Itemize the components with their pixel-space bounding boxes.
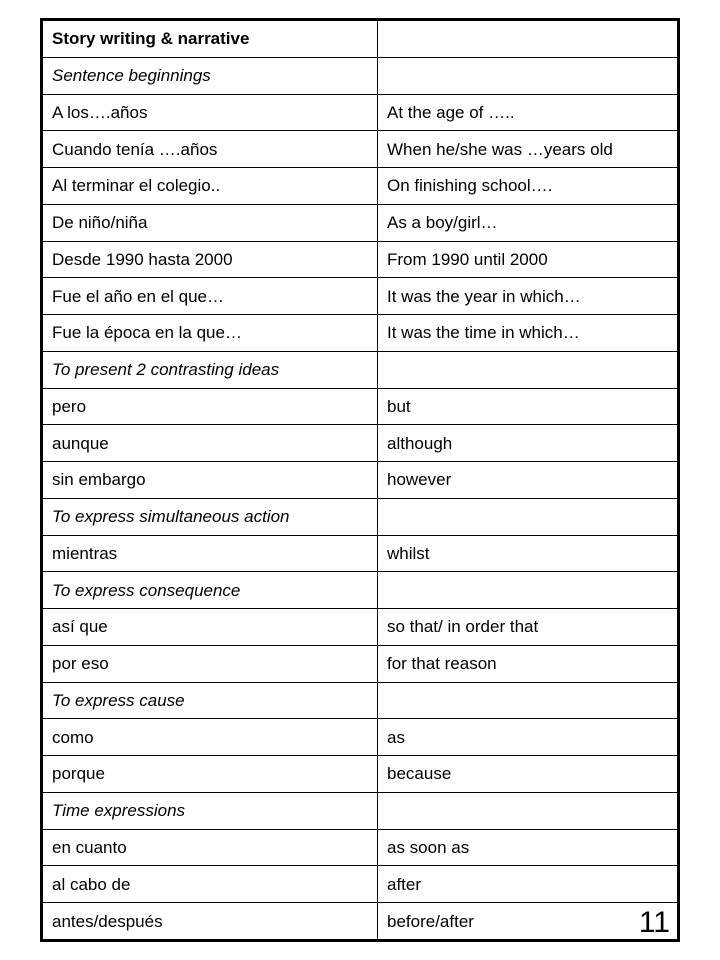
section-heading-row: [43, 572, 678, 609]
english-translation: after: [378, 866, 678, 903]
spanish-phrase: en cuanto: [43, 829, 378, 866]
english-translation: When he/she was …years old: [378, 131, 678, 168]
section-heading-empty-cell: [378, 57, 678, 94]
table-title: Story writing & narrative: [43, 21, 378, 58]
english-translation: although: [378, 425, 678, 462]
section-heading-row: [43, 57, 678, 94]
english-translation: as: [378, 719, 678, 756]
english-translation: because: [378, 756, 678, 793]
table-title-empty-cell: [378, 21, 678, 58]
english-translation: It was the time in which…: [378, 315, 678, 352]
table-row: [43, 756, 678, 793]
page-number: 11: [638, 906, 670, 939]
spanish-phrase: como: [43, 719, 378, 756]
english-translation: however: [378, 462, 678, 499]
table-row: [43, 609, 678, 646]
spanish-phrase: mientras: [43, 535, 378, 572]
section-heading: To express consequence: [43, 572, 378, 609]
table-row: [43, 719, 678, 756]
table-row: [43, 278, 678, 315]
table-row: [43, 241, 678, 278]
section-heading: Time expressions: [43, 792, 378, 829]
english-translation: On finishing school….: [378, 168, 678, 205]
section-heading-row: [43, 351, 678, 388]
spanish-phrase: pero: [43, 388, 378, 425]
table-row: [43, 866, 678, 903]
english-translation: At the age of …..: [378, 94, 678, 131]
english-translation: before/after: [378, 903, 678, 940]
spanish-phrase: Al terminar el colegio..: [43, 168, 378, 205]
section-heading: To express cause: [43, 682, 378, 719]
section-heading: Sentence beginnings: [43, 57, 378, 94]
table-row: [43, 94, 678, 131]
spanish-phrase: porque: [43, 756, 378, 793]
spanish-phrase: al cabo de: [43, 866, 378, 903]
section-heading-row: [43, 682, 678, 719]
english-translation: From 1990 until 2000: [378, 241, 678, 278]
spanish-phrase: Cuando tenía ….años: [43, 131, 378, 168]
english-translation: but: [378, 388, 678, 425]
spanish-phrase: aunque: [43, 425, 378, 462]
english-translation: whilst: [378, 535, 678, 572]
table-row: [43, 903, 678, 940]
english-translation: for that reason: [378, 645, 678, 682]
english-translation: so that/ in order that: [378, 609, 678, 646]
table-body: [43, 21, 678, 940]
table-row: [43, 462, 678, 499]
table-row: [43, 645, 678, 682]
section-heading-row: [43, 792, 678, 829]
spanish-phrase: sin embargo: [43, 462, 378, 499]
table-row: [43, 388, 678, 425]
table-title-row: [43, 21, 678, 58]
spanish-phrase: Fue la época en la que…: [43, 315, 378, 352]
english-translation: As a boy/girl…: [378, 204, 678, 241]
section-heading: To express simultaneous action: [43, 498, 378, 535]
spanish-phrase: por eso: [43, 645, 378, 682]
table-row: [43, 535, 678, 572]
table-row: [43, 131, 678, 168]
table-row: [43, 315, 678, 352]
section-heading-row: [43, 498, 678, 535]
section-heading-empty-cell: [378, 682, 678, 719]
section-heading-empty-cell: [378, 792, 678, 829]
spanish-phrase: Fue el año en el que…: [43, 278, 378, 315]
table-row: [43, 829, 678, 866]
english-translation: It was the year in which…: [378, 278, 678, 315]
spanish-phrase: A los….años: [43, 94, 378, 131]
section-heading-empty-cell: [378, 498, 678, 535]
table-row: [43, 425, 678, 462]
vocabulary-table: [40, 18, 680, 942]
spanish-phrase: antes/después: [43, 903, 378, 940]
spanish-phrase: Desde 1990 hasta 2000: [43, 241, 378, 278]
spanish-phrase: De niño/niña: [43, 204, 378, 241]
table-row: [43, 204, 678, 241]
section-heading: To present 2 contrasting ideas: [43, 351, 378, 388]
table-row: [43, 168, 678, 205]
spanish-phrase: así que: [43, 609, 378, 646]
section-heading-empty-cell: [378, 351, 678, 388]
section-heading-empty-cell: [378, 572, 678, 609]
english-translation: as soon as: [378, 829, 678, 866]
